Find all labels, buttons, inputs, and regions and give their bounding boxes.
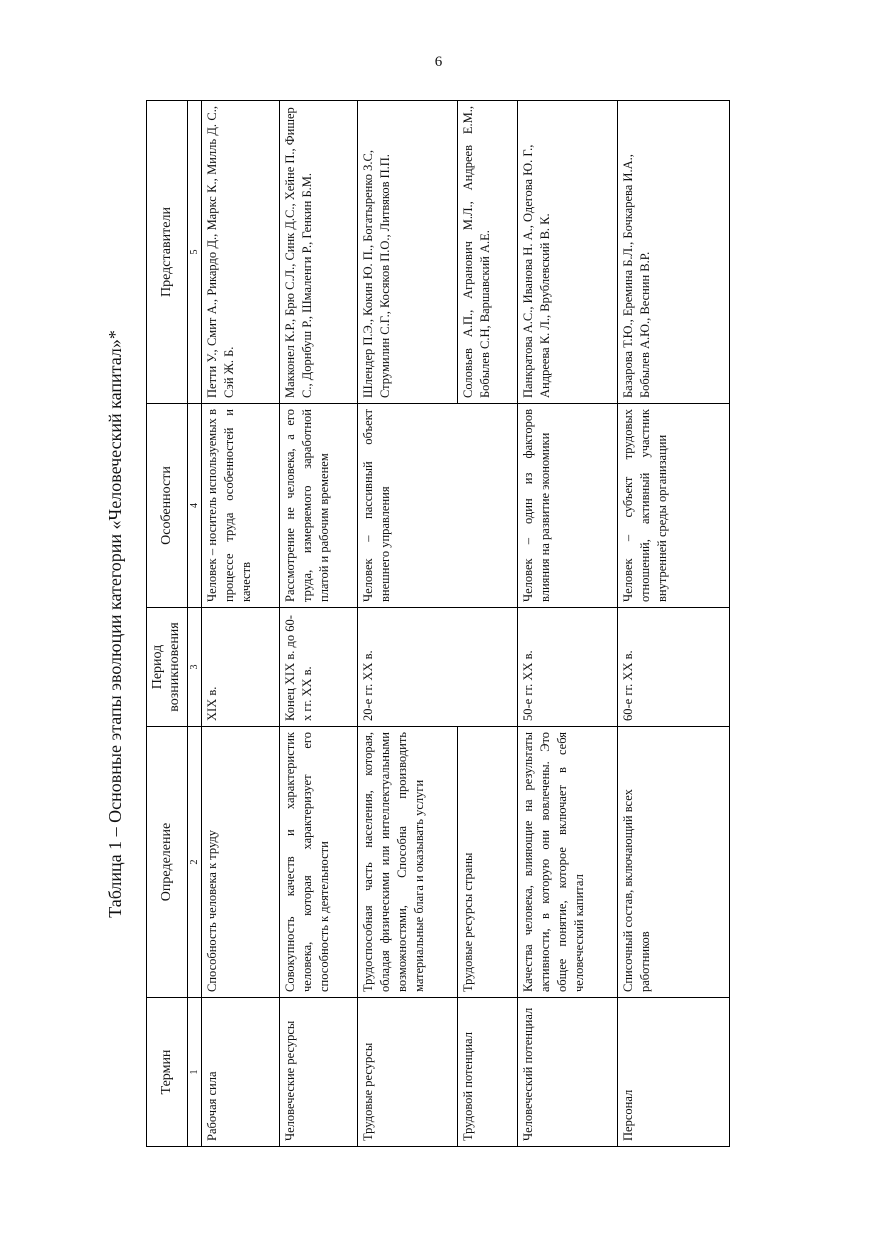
table-row — [280, 101, 358, 1147]
column-number: 1 — [188, 998, 202, 1147]
term-cell: Трудовой потенциал — [458, 998, 518, 1147]
period-cell: 20-е гг. XX в. — [358, 608, 518, 727]
page-number: 6 — [434, 54, 443, 70]
representatives-cell: Петти У., Смит А., Рикардо Д., Маркс К., Милль Д. С., Сэй Ж. Б. — [202, 101, 280, 404]
representatives-cell: Шлендер П.Э., Кокин Ю. П., Богатыренко З.С, Струмилин С.Г., Косяков П.О., Литвяков П.П. — [358, 101, 458, 404]
period-cell: 60-е гг. XX в. — [618, 608, 730, 727]
features-cell: Человек – пассивный объект внешнего управления — [358, 404, 518, 608]
header-period: Период возникновения — [147, 608, 188, 727]
definition-cell: Способность человека к труду — [202, 727, 280, 998]
representatives-cell: Макконел К.Р., Брю С.Л., Синк Д.С., Хейне П., Фишер С., Дорнбуш Р., Шмаленги Р., Генкин Б.М. — [280, 101, 358, 404]
term-cell: Трудовые ресурсы — [358, 998, 458, 1147]
term-cell: Человеческий потенциал — [518, 998, 618, 1147]
features-cell: Человек – один из факторов влияния на развитие экономики — [518, 404, 618, 608]
table-title: Таблица 1 – Основные этапы эволюции категории «Человеческий капитал»* — [105, 330, 125, 918]
features-cell: Рассмотрение не человека, а его труда, измеряемого заработной платой и рабочим временем — [280, 404, 358, 608]
evolution-table — [146, 100, 730, 1147]
representatives-cell: Соловьев А.П., Агранович М.Л., Андреев Е.М., Бобылев С.Н, Варшавский А.Е. — [458, 101, 518, 404]
column-number: 2 — [188, 727, 202, 998]
header-representatives: Представители — [147, 101, 188, 404]
header-row — [147, 101, 188, 1147]
period-cell: XIX в. — [202, 608, 280, 727]
column-number: 5 — [188, 101, 202, 404]
table-row — [518, 101, 618, 1147]
period-cell: Конец XIX в. до 60-х гг. XX в. — [280, 608, 358, 727]
table-row — [358, 101, 458, 1147]
column-number-row — [188, 101, 202, 1147]
definition-cell: Трудоспособная часть населения, которая, обладая физическими или интеллектуальными возможностями, Способна производить материальные блага и оказывать услуги — [358, 727, 458, 998]
term-cell: Персонал — [618, 998, 730, 1147]
term-cell: Человеческие ресурсы — [280, 998, 358, 1147]
features-cell: Человек – носитель используемых в процессе труда особенностей и качеств — [202, 404, 280, 608]
table-row — [202, 101, 280, 1147]
definition-cell: Совокупность качеств и характеристик человека, которая характеризует его способность к деятельности — [280, 727, 358, 998]
header-term: Термин — [147, 998, 188, 1147]
definition-cell: Качества человека, влияющие на результаты активности, в которую они вовлечены. Это общее понятие, которое включает в себя человеческий капитал — [518, 727, 618, 998]
representatives-cell: Панкратова А.С., Иванова Н. А., Одегова Ю. Г., Андреева К. Л., Врублевский В. К. — [518, 101, 618, 404]
definition-cell: Трудовые ресурсы страны — [458, 727, 518, 998]
column-number: 4 — [188, 404, 202, 608]
period-cell: 50-е гг. XX в. — [518, 608, 618, 727]
representatives-cell: Базарова Т.Ю., Еремина Б.Л., Бочкарева И.А., Бобылев А.Ю., Веснин В.Р. — [618, 101, 730, 404]
column-number: 3 — [188, 608, 202, 727]
header-features: Особенности — [147, 404, 188, 608]
features-cell: Человек – субъект трудовых отношений, активный участник внутренней среды организации — [618, 404, 730, 608]
rotated-table-block — [90, 101, 735, 1147]
definition-cell: Списочный состав, включающий всех работников — [618, 727, 730, 998]
table-row — [618, 101, 730, 1147]
term-cell: Рабочая сила — [202, 998, 280, 1147]
header-definition: Определение — [147, 727, 188, 998]
